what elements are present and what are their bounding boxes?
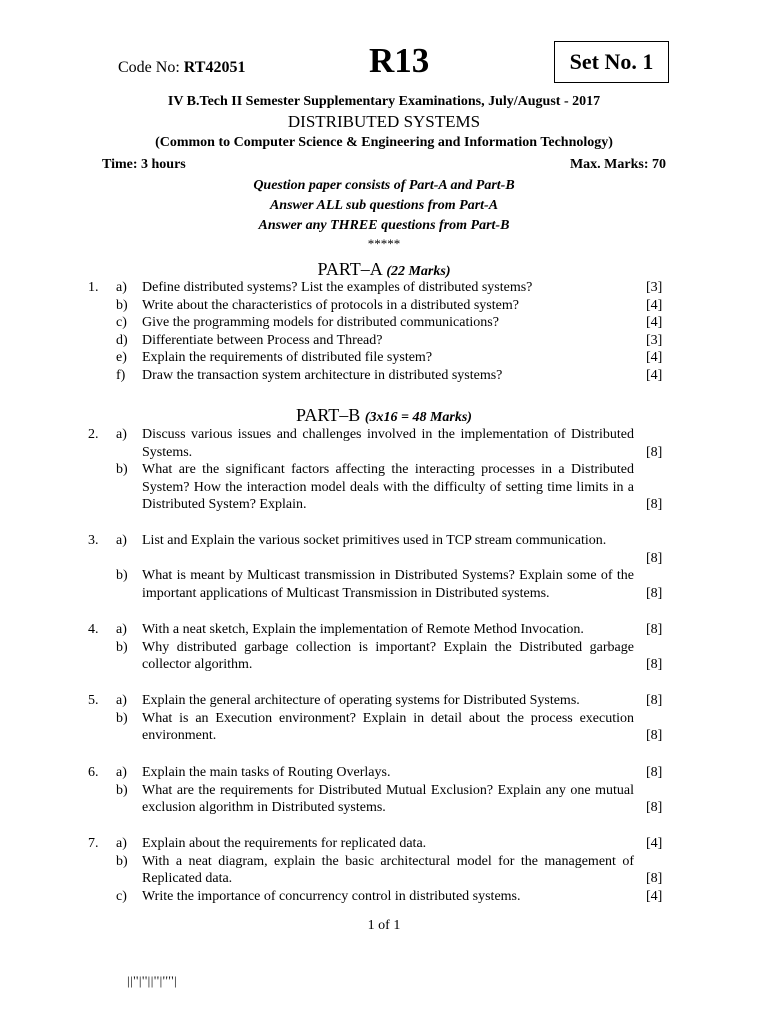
sub-label: c)	[116, 888, 127, 904]
instruction-line: Question paper consists of Part-A and Part-B	[253, 178, 515, 193]
exam-time: Time: 3 hours	[102, 157, 186, 172]
question-number: 7.	[88, 836, 99, 851]
question-text: List and Explain the various socket primitives used in TCP stream communication.	[142, 533, 607, 548]
subject-title: DISTRIBUTED SYSTEMS	[287, 112, 481, 131]
marks: [8]	[646, 765, 663, 780]
barcode: ||''|''||''|''''|	[127, 973, 178, 988]
marks: [8]	[646, 693, 663, 708]
max-marks: Max. Marks: 70	[569, 157, 666, 172]
marks: [4]	[646, 297, 663, 313]
marks: [8]	[646, 550, 663, 566]
part-b-title: PART–B	[296, 405, 361, 425]
question-number: 1.	[88, 280, 99, 295]
question-text: With a neat sketch, Explain the implementation of Remote Method Invocation.	[142, 622, 584, 637]
marks: [8]	[646, 657, 663, 673]
question-number: 2.	[88, 427, 99, 442]
question-text: Explain about the requirements for replicated data.	[142, 836, 427, 851]
code-value: RT42051	[183, 59, 246, 76]
question-text: Explain the requirements of distributed file system?	[142, 350, 433, 366]
question-text: Define distributed systems? List the examples of distributed systems?	[142, 280, 533, 295]
question-text: What are the significant factors affecting the interacting processes in a Distributed System? How the interaction model deals with the difficulty of setting time limits in a Distributed System? Explain.	[142, 462, 634, 513]
sub-label: a)	[116, 427, 127, 442]
question-text: Explain the general architecture of operating systems for Distributed Systems.	[142, 693, 580, 708]
question-text: With a neat diagram, explain the basic architectural model for the management of Replicated data.	[142, 853, 634, 887]
sub-label: b)	[116, 462, 128, 478]
question-text: What are the requirements for Distributed Mutual Exclusion? Explain any one mutual exclusion algorithm in Distributed systems.	[142, 782, 634, 816]
sub-label: b)	[116, 853, 128, 869]
sub-label: e)	[116, 350, 127, 366]
sub-label: b)	[116, 568, 128, 584]
sub-label: a)	[116, 765, 127, 780]
marks: [4]	[646, 350, 663, 366]
page-number: 1 of 1	[367, 918, 401, 933]
sub-label: b)	[116, 710, 128, 726]
marks: [8]	[646, 728, 663, 744]
question-text: Draw the transaction system architecture in distributed systems?	[142, 368, 503, 383]
set-number-box: Set No. 1	[554, 41, 669, 83]
question-number: 3.	[88, 533, 99, 548]
question-text: Write about the characteristics of protocols in a distributed system?	[142, 297, 519, 313]
marks: [4]	[646, 315, 663, 331]
part-a-title: PART–A	[317, 259, 382, 279]
question-number: 6.	[88, 765, 99, 780]
question-1	[0, 279, 768, 389]
marks: [8]	[646, 497, 663, 513]
marks: [8]	[646, 444, 663, 460]
sub-label: b)	[116, 297, 128, 313]
marks: [8]	[646, 585, 663, 601]
marks: [4]	[646, 368, 663, 383]
separator: *****	[367, 236, 401, 251]
instruction-line: Answer any THREE questions from Part-B	[258, 218, 510, 233]
question-text: Differentiate between Process and Thread?	[142, 332, 383, 348]
exam-title: IV B.Tech II Semester Supplementary Examinations, July/August - 2017	[167, 94, 601, 109]
code-number	[118, 59, 245, 77]
question-text: What is an Execution environment? Explain in detail about the process execution environment.	[142, 710, 634, 744]
marks: [3]	[646, 332, 663, 348]
question-number: 5.	[88, 693, 99, 708]
regulation-code: R13	[369, 41, 430, 80]
marks: [8]	[646, 800, 663, 816]
sub-label: b)	[116, 639, 128, 655]
marks: [3]	[646, 280, 663, 295]
sub-label: a)	[116, 280, 127, 295]
question-text: Give the programming models for distributed communications?	[142, 315, 499, 331]
sub-label: a)	[116, 622, 127, 637]
sub-label: f)	[116, 368, 126, 383]
common-to-branches: (Common to Computer Science & Engineering and Information Technology)	[155, 135, 613, 150]
question-text: What is meant by Multicast transmission in Distributed Systems? Explain some of the important applications of Multicast Transmission in Distributed systems.	[142, 568, 634, 601]
sub-label: a)	[116, 693, 127, 708]
question-text: Discuss various issues and challenges involved in the implementation of Distributed Systems.	[142, 427, 634, 460]
instruction-line: Answer ALL sub questions from Part-A	[269, 198, 499, 213]
question-text: Explain the main tasks of Routing Overlays.	[142, 765, 391, 780]
code-label: Code No:	[118, 59, 180, 76]
question-text: Write the importance of concurrency control in distributed systems.	[142, 888, 521, 904]
part-a-marks: (22 Marks)	[386, 264, 451, 279]
part-a-heading	[0, 259, 768, 280]
sub-label: a)	[116, 533, 127, 548]
sub-label: b)	[116, 782, 128, 798]
marks: [4]	[646, 836, 663, 851]
part-b-marks: (3x16 = 48 Marks)	[364, 410, 472, 425]
question-text: Why distributed garbage collection is important? Explain the Distributed garbage collector algorithm.	[142, 639, 634, 673]
marks: [8]	[646, 871, 663, 887]
sub-label: d)	[116, 332, 128, 348]
part-b-heading	[0, 405, 768, 426]
marks: [4]	[646, 888, 663, 904]
question-number: 4.	[88, 622, 99, 637]
sub-label: a)	[116, 836, 127, 851]
sub-label: c)	[116, 315, 127, 331]
marks: [8]	[646, 622, 663, 637]
